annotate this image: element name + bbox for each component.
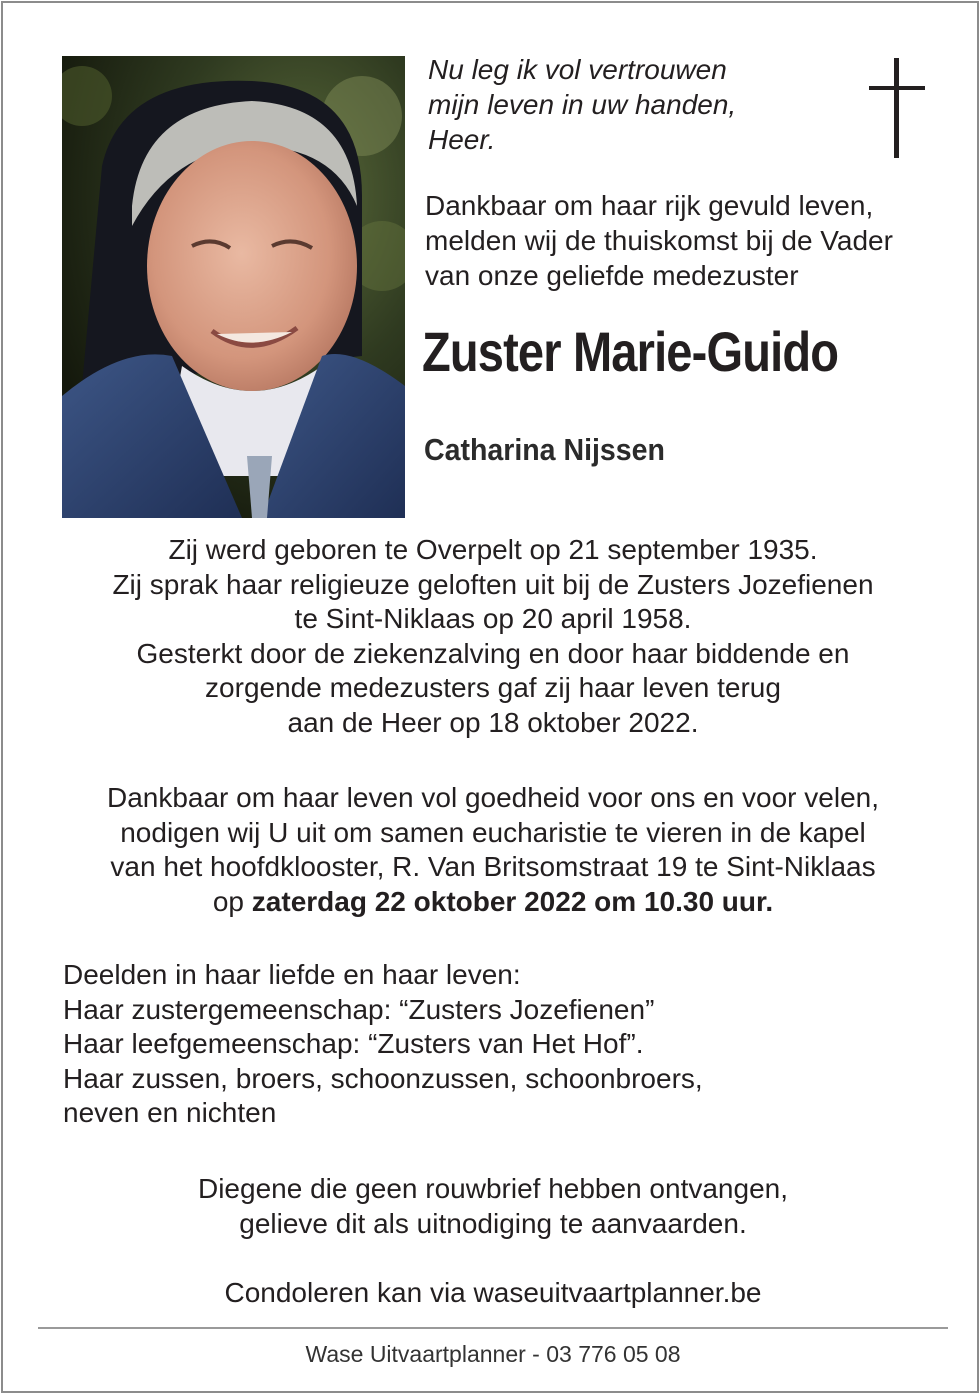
- deceased-religious-name: Zuster Marie-Guido: [422, 320, 839, 383]
- intro-line: van onze geliefde medezuster: [425, 260, 799, 291]
- bio-line: Zij sprak haar religieuze geloften uit bij de Zusters Jozefienen: [112, 568, 874, 600]
- footer-contact: Wase Uitvaartplanner - 03 776 05 08: [305, 1341, 681, 1367]
- bio-line: te Sint-Niklaas op 20 april 1958.: [294, 603, 692, 634]
- deceased-civil-name: Catharina Nijssen: [424, 432, 665, 467]
- notice-line: gelieve dit als uitnodiging te aanvaarden.: [239, 1207, 747, 1239]
- cross-icon: [866, 58, 928, 158]
- family-line: Haar zussen, broers, schoonzussen, schoonbroers,: [63, 1062, 703, 1094]
- motto-line: mijn leven in uw handen,: [428, 89, 737, 120]
- bio-line: zorgende medezusters gaf zij haar leven terug: [205, 672, 781, 703]
- intro-line: melden wij de thuiskomst bij de Vader: [425, 225, 893, 256]
- mass-line: van het hoofdklooster, R. Van Britsomstraat 19 te Sint-Niklaas: [110, 851, 876, 882]
- family-line: Haar leefgemeenschap: “Zusters van Het Hof”.: [63, 1028, 644, 1059]
- bio-line: Zij werd geboren te Overpelt op 21 september 1935.: [168, 534, 818, 565]
- bio-line: Gesterkt door de ziekenzalving en door haar biddende en: [136, 637, 850, 669]
- motto-line: Nu leg ik vol vertrouwen: [428, 54, 727, 85]
- divider: [38, 1327, 948, 1329]
- mass-line: Dankbaar om haar leven vol goedheid voor ons en voor velen,: [106, 782, 880, 813]
- intro-line: Dankbaar om haar rijk gevuld leven,: [425, 190, 874, 221]
- motto: [428, 52, 736, 157]
- mass-date: zaterdag 22 oktober 2022 om 10.30 uur.: [251, 885, 774, 917]
- biography: [40, 533, 946, 740]
- family-line: Haar zustergemeenschap: “Zusters Jozefienen”: [63, 993, 655, 1025]
- motto-line: Heer.: [428, 124, 496, 155]
- mass-date-line: [40, 885, 946, 920]
- invitation-notice: [40, 1172, 946, 1241]
- condolence-text: Condoleren kan via waseuitvaartplanner.be: [224, 1277, 762, 1308]
- mass-invitation: [40, 781, 946, 919]
- bio-line: aan de Heer op 18 oktober 2022.: [287, 706, 699, 738]
- portrait-photo: [62, 56, 405, 518]
- mass-date-prefix: op: [212, 885, 252, 917]
- family-line: neven en nichten: [63, 1097, 277, 1128]
- family-line: Deelden in haar liefde en haar leven:: [63, 959, 521, 990]
- mass-line: nodigen wij U uit om samen eucharistie te vieren in de kapel: [120, 816, 866, 848]
- family-list: [63, 958, 703, 1131]
- intro-text: [425, 188, 893, 293]
- notice-line: Diegene die geen rouwbrief hebben ontvangen,: [197, 1173, 788, 1204]
